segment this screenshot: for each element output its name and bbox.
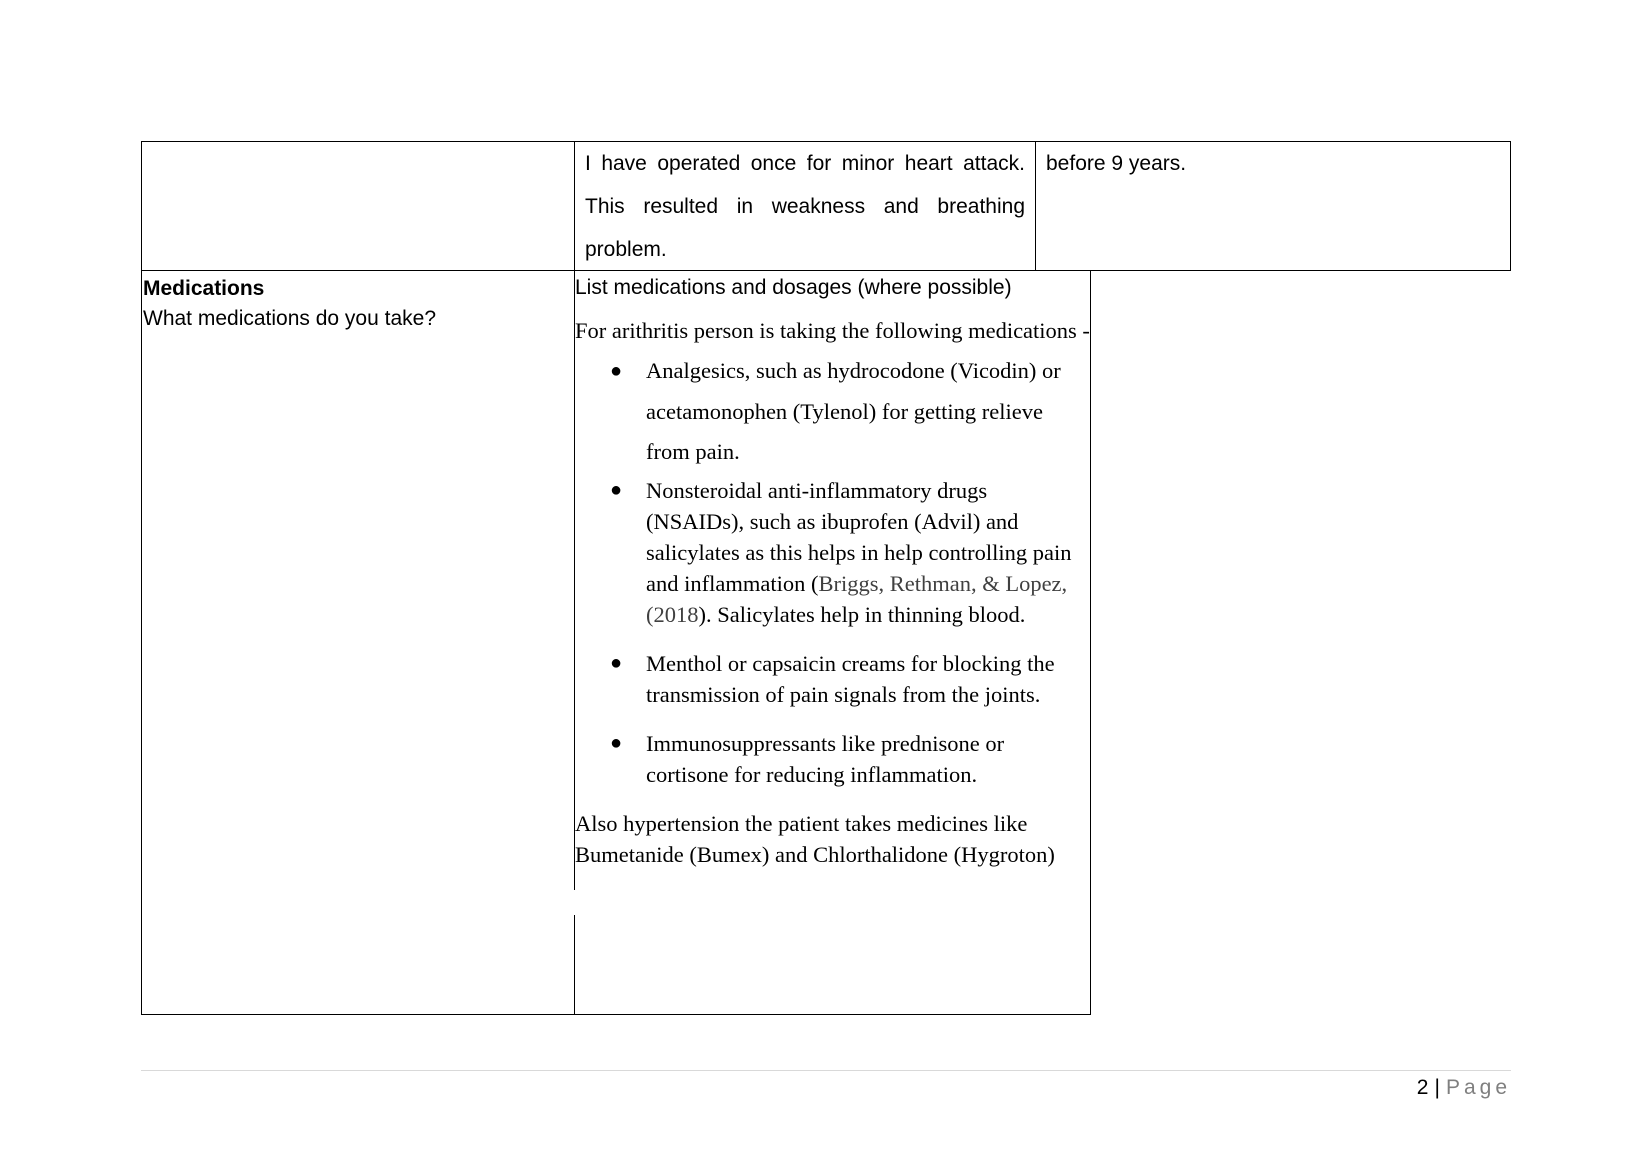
- surgery-date-cell: before 9 years.: [1046, 152, 1187, 175]
- footer-divider: [141, 1070, 1511, 1071]
- medications-heading: List medications and dosages (where possible): [575, 276, 1012, 299]
- hypertension-medications: Also hypertension the patient takes medicines like Bumetanide (Bumex) and Chlorthalidone (Hygroton): [575, 810, 1055, 867]
- list-item: ● Nonsteroidal anti-inflammatory drugs (NSAIDs), such as ibuprofen (Advil) and salicylates as this helps in help controlling pain and inflammation (Briggs, Rethman, & Lopez, (2018). Salicylates help in thinning blood.: [575, 475, 1090, 630]
- bullet-icon: ●: [610, 731, 623, 754]
- page-number: 2: [1416, 1076, 1429, 1099]
- bullet-icon: ●: [610, 651, 623, 674]
- medications-question: What medications do you take?: [143, 307, 436, 330]
- list-item: ● Menthol or capsaicin creams for blocking the transmission of pain signals from the joints.: [575, 648, 1090, 710]
- medications-title: Medications: [143, 277, 265, 300]
- list-item: ● Analgesics, such as hydrocodone (Vicodin) or acetamonophen (Tylenol) for getting relieve from pain.: [575, 351, 1090, 473]
- medications-answer-cell: [575, 270, 1090, 870]
- page-word: Page: [1445, 1076, 1511, 1099]
- footer-separator: |: [1434, 1076, 1440, 1099]
- medications-label-cell: [143, 274, 563, 334]
- medications-list: [575, 351, 1090, 790]
- citation: Briggs, Rethman, & Lopez, (2018: [646, 570, 1068, 627]
- surgery-description-cell: I have operated once for minor heart attack. This resulted in weakness and breathing problem.: [585, 152, 1025, 261]
- page-footer: [1417, 1076, 1511, 1100]
- list-item: ● Immunosuppressants like prednisone or cortisone for reducing inflammation.: [575, 728, 1090, 790]
- cell-divider: [1035, 142, 1036, 270]
- medications-intro: For arithritis person is taking the following medications -: [575, 318, 1090, 343]
- bullet-icon: ●: [610, 360, 623, 382]
- cell-divider: [574, 142, 575, 270]
- table-row-medications: [141, 270, 1091, 1015]
- table-row-previous-surgery: [141, 141, 1511, 271]
- bullet-icon: ●: [610, 478, 623, 501]
